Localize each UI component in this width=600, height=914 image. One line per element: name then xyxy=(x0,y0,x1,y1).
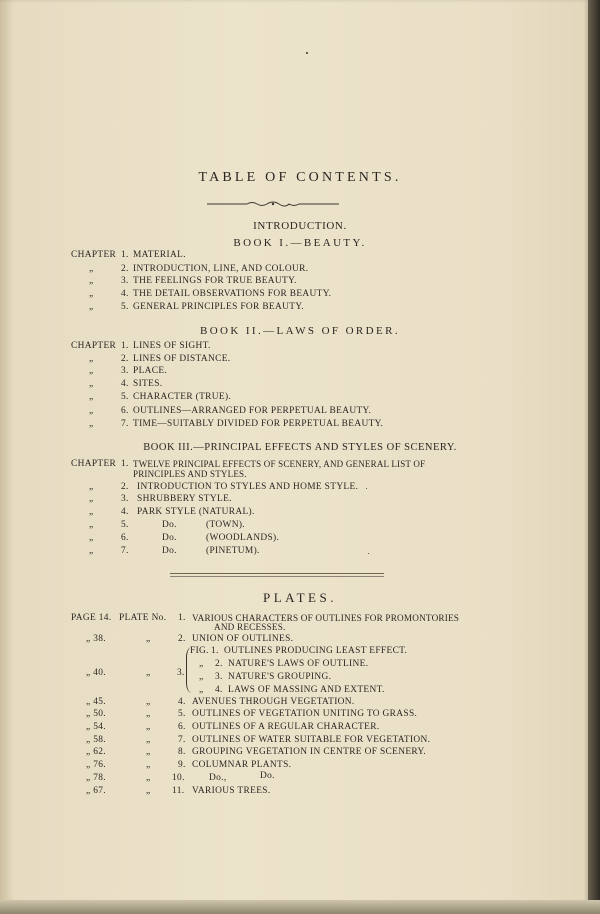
chapter-title: (PINETUM). xyxy=(206,546,260,556)
chapter-label: CHAPTER xyxy=(71,341,117,351)
chapter-title: TIME—SUITABLY DIVIDED FOR PERPETUAL BEAUTY. xyxy=(133,419,384,429)
page-number: „ 67. xyxy=(86,786,106,796)
ditto-mark: „ xyxy=(89,406,94,416)
introduction-heading: INTRODUCTION. xyxy=(253,220,347,232)
book2-heading: BOOK II.—LAWS OF ORDER. xyxy=(199,325,401,337)
chapter-title: GENERAL PRINCIPLES FOR BEAUTY. xyxy=(133,302,304,312)
ditto-mark: „ xyxy=(146,697,151,707)
plate-label: PLATE No. xyxy=(119,613,167,623)
ditto-mark: „ xyxy=(89,494,94,504)
chapter-number: 4. xyxy=(121,507,129,517)
plate-title: GROUPING VEGETATION IN CENTRE OF SCENERY. xyxy=(192,747,427,757)
page-number: „ 76. xyxy=(86,760,106,770)
page-number: „ 58. xyxy=(86,735,106,745)
ditto-mark: „ xyxy=(146,722,151,732)
paper-speck xyxy=(306,52,308,54)
paper-speck xyxy=(366,488,367,489)
fig-number: 1. xyxy=(211,646,219,656)
fig-number: 2. xyxy=(215,659,223,669)
plate-title: VARIOUS CHARACTERS OF OUTLINES FOR PROMONTORIES xyxy=(192,613,460,623)
plate-number: 5. xyxy=(178,709,186,719)
page-number: „ 40. xyxy=(86,668,106,678)
ditto-mark: „ xyxy=(146,709,151,719)
book-spine-edge xyxy=(588,0,600,914)
book3-heading: BOOK III.—PRINCIPAL EFFECTS AND STYLES OF SCENERY. xyxy=(143,442,457,453)
ditto-mark: „ xyxy=(199,685,204,695)
page-number: „ 45. xyxy=(86,697,106,707)
ditto-mark: „ xyxy=(89,482,94,492)
chapter-title: LINES OF DISTANCE. xyxy=(133,354,231,364)
fig-number: 4. xyxy=(215,685,223,695)
page-number: „ 50. xyxy=(86,709,106,719)
ditto-mark: „ xyxy=(89,533,94,543)
page-label: PAGE 14. xyxy=(71,613,112,623)
ditto-mark: „ xyxy=(199,659,204,669)
chapter-number: 2. xyxy=(121,264,129,274)
plate-number: 2. xyxy=(178,634,186,644)
page-bottom-edge xyxy=(0,900,600,914)
chapter-number: 5. xyxy=(121,392,129,402)
chapter-title: OUTLINES—ARRANGED FOR PERPETUAL BEAUTY. xyxy=(133,406,372,416)
chapter-title: PARK STYLE (NATURAL). xyxy=(137,507,255,517)
ditto-mark: „ xyxy=(89,302,94,312)
ornament-divider-icon xyxy=(207,199,339,209)
chapter-title: THE DETAIL OBSERVATIONS FOR BEAUTY. xyxy=(133,289,332,299)
chapter-number: 5. xyxy=(121,302,129,312)
chapter-title: (TOWN). xyxy=(206,520,245,530)
ditto-mark: „ xyxy=(89,392,94,402)
page-number: „ 38. xyxy=(86,634,106,644)
page-number: „ 78. xyxy=(86,773,106,783)
fig-label: FIG. xyxy=(190,646,209,656)
ditto-mark: „ xyxy=(146,634,151,644)
plate-title: COLUMNAR PLANTS. xyxy=(192,760,292,770)
chapter-number: 3. xyxy=(121,276,129,286)
chapter-label: CHAPTER xyxy=(71,250,117,260)
fig-number: 3. xyxy=(215,672,223,682)
fig-title: NATURE'S GROUPING. xyxy=(228,672,332,682)
ditto-mark: „ xyxy=(89,289,94,299)
ditto-mark: „ xyxy=(89,546,94,556)
ditto-mark: „ xyxy=(199,672,204,682)
ditto-mark: „ xyxy=(146,735,151,745)
chapter-title: SHRUBBERY STYLE. xyxy=(137,494,232,504)
ditto-word: Do. xyxy=(162,546,177,556)
chapter-number: 1. xyxy=(121,459,129,469)
chapter-number: 5. xyxy=(121,520,129,530)
ditto-mark: „ xyxy=(89,419,94,429)
chapter-number: 4. xyxy=(121,379,129,389)
page-number: „ 62. xyxy=(86,747,106,757)
fig-title: OUTLINES PRODUCING LEAST EFFECT. xyxy=(224,646,408,656)
chapter-number: 4. xyxy=(121,289,129,299)
page-title: TABLE OF CONTENTS. xyxy=(198,170,402,185)
ditto-mark: „ xyxy=(89,366,94,376)
ditto-mark: „ xyxy=(146,668,151,678)
ditto-mark: „ xyxy=(146,760,151,770)
ditto-word: Do., xyxy=(209,773,227,783)
ditto-mark: „ xyxy=(89,276,94,286)
plate-title: VARIOUS TREES. xyxy=(192,786,271,796)
chapter-title: CHARACTER (TRUE). xyxy=(133,392,232,402)
ditto-word: Do. xyxy=(162,520,177,530)
ditto-mark: „ xyxy=(146,747,151,757)
plate-number: 11. xyxy=(172,786,185,796)
plate-title: OUTLINES OF WATER SUITABLE FOR VEGETATION. xyxy=(192,735,431,745)
ditto-mark: „ xyxy=(89,379,94,389)
ditto-mark: „ xyxy=(89,354,94,364)
ditto-mark: „ xyxy=(89,264,94,274)
paper-speck xyxy=(368,553,369,554)
chapter-title: LINES OF SIGHT. xyxy=(133,341,211,351)
chapter-number: 2. xyxy=(121,482,129,492)
chapter-label: CHAPTER xyxy=(71,459,117,469)
ditto-mark: „ xyxy=(89,507,94,517)
chapter-title: SITES. xyxy=(133,379,163,389)
plate-number: 1. xyxy=(178,613,186,623)
chapter-number: 1. xyxy=(121,341,129,351)
chapter-number: 1. xyxy=(121,250,129,260)
plate-number: 6. xyxy=(178,722,186,732)
chapter-number: 2. xyxy=(121,354,129,364)
chapter-title: PLACE. xyxy=(133,366,168,376)
fig-title: NATURE'S LAWS OF OUTLINE. xyxy=(228,659,369,669)
plate-number: 8. xyxy=(178,747,186,757)
chapter-title-continued: PRINCIPLES AND STYLES. xyxy=(133,469,247,479)
chapter-title: INTRODUCTION TO STYLES AND HOME STYLE. xyxy=(137,482,359,492)
ditto-word: Do. xyxy=(162,533,177,543)
chapter-number: 3. xyxy=(121,494,129,504)
chapter-title: TWELVE PRINCIPAL EFFECTS OF SCENERY, AND GENERAL LIST OF xyxy=(133,459,426,469)
book1-heading: BOOK I.—BEAUTY. xyxy=(233,237,367,249)
plate-title: UNION OF OUTLINES. xyxy=(192,634,294,644)
chapter-title: (WOODLANDS). xyxy=(206,533,280,543)
plate-title-continued: AND RECESSES. xyxy=(214,622,286,632)
chapter-title: THE FEELINGS FOR TRUE BEAUTY. xyxy=(133,276,297,286)
section-rule xyxy=(170,573,384,577)
chapter-number: 6. xyxy=(121,533,129,543)
plate-number: 7. xyxy=(178,735,186,745)
plate-number: 3. xyxy=(177,668,185,678)
chapter-title: MATERIAL. xyxy=(133,250,186,260)
plate-title: AVENUES THROUGH VEGETATION. xyxy=(192,697,355,707)
plate-number: 10. xyxy=(172,773,185,783)
ditto-mark: „ xyxy=(146,786,151,796)
plates-heading: PLATES. xyxy=(263,590,337,605)
chapter-number: 7. xyxy=(121,546,129,556)
plate-number: 9. xyxy=(178,760,186,770)
chapter-number: 7. xyxy=(121,419,129,429)
chapter-number: 6. xyxy=(121,406,129,416)
chapter-number: 3. xyxy=(121,366,129,376)
fig-title: LAWS OF MASSING AND EXTENT. xyxy=(228,685,385,695)
page-number: „ 54. xyxy=(86,722,106,732)
plate-title: OUTLINES OF VEGETATION UNITING TO GRASS. xyxy=(192,709,418,719)
chapter-title: INTRODUCTION, LINE, AND COLOUR. xyxy=(133,264,309,274)
ditto-mark: „ xyxy=(146,773,151,783)
plate-title: OUTLINES OF A REGULAR CHARACTER. xyxy=(192,722,380,732)
ditto-word: Do. xyxy=(260,771,275,781)
plate-number: 4. xyxy=(178,697,186,707)
ditto-mark: „ xyxy=(89,520,94,530)
